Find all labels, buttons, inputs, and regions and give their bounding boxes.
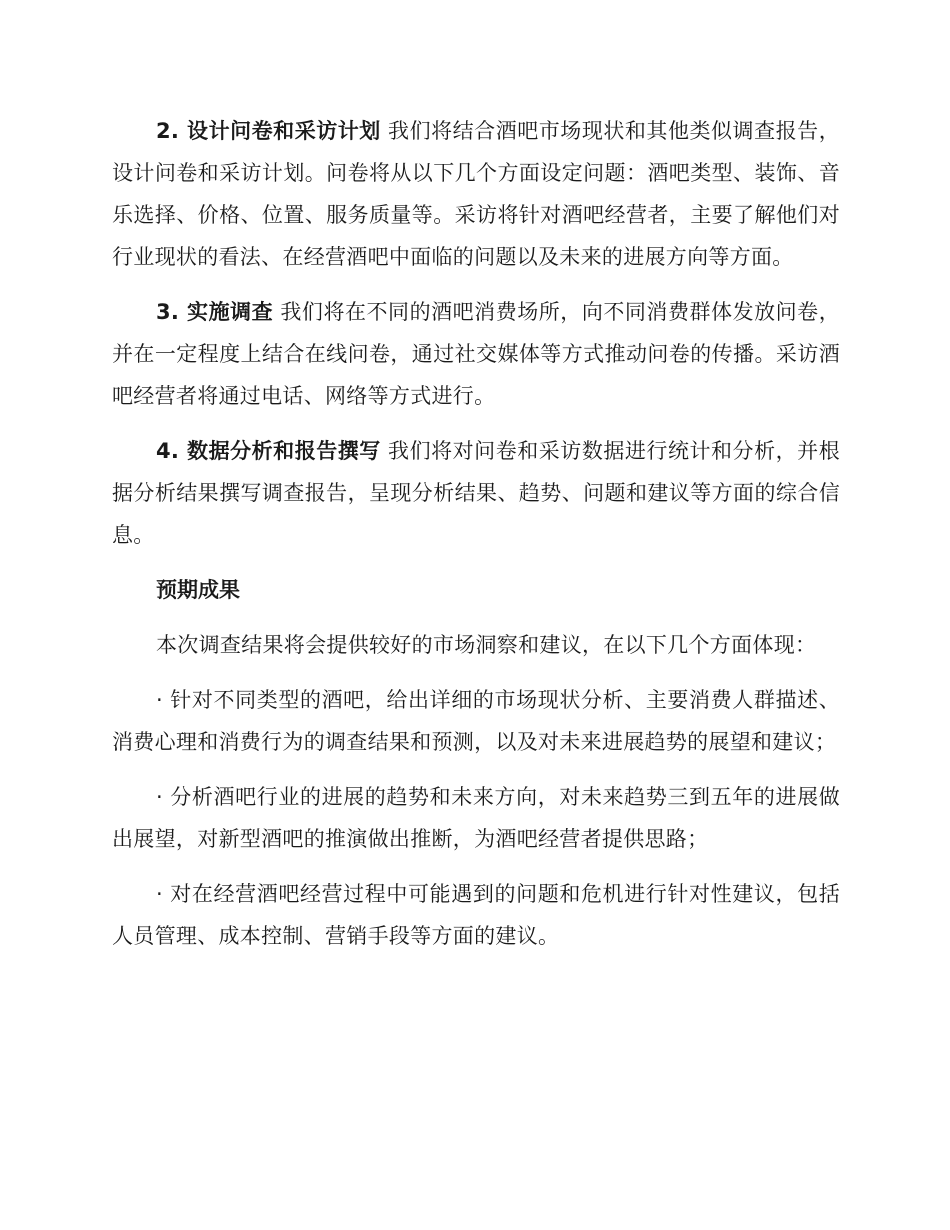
section-label: 2. 设计问卷和采访计划 [156,119,381,143]
section-label: 4. 数据分析和报告撰写 [156,439,381,463]
section-text: 我们将结合酒吧市场现状和其他类似调查报告，设计问卷和采访计划。问卷将从以下几个方面设定问题：酒吧类型、装饰、音乐选择、价格、位置、服务质量等。采访将针对酒吧经营者，主要了解他们对行业现状的看法、在经营酒吧中面临的问题以及未来的进展方向等方面。 [112,119,840,269]
document-page [112,110,840,970]
outcomes-heading: 预期成果 [156,578,240,602]
section-label: 3. 实施调查 [156,300,274,324]
section-text: 我们将在不同的酒吧消费场所，向不同消费群体发放问卷，并在一定程度上结合在线问卷，通过社交媒体等方式推动问卷的传播。采访酒吧经营者将通过电话、网络等方式进行。 [112,300,840,408]
section-conduct-survey [112,291,840,417]
outcome-bullet: · 分析酒吧行业的进展的趋势和未来方向，对未来趋势三到五年的进展做出展望，对新型酒吧的推演做出推断，为酒吧经营者提供思路； [112,785,840,851]
outcomes-intro: 本次调查结果将会提供较好的市场洞察和建议，在以下几个方面体现： [156,633,817,657]
outcome-bullet: · 对在经营酒吧经营过程中可能遇到的问题和危机进行针对性建议，包括人员管理、成本控制、营销手段等方面的建议。 [112,882,840,948]
section-text: 我们将对问卷和采访数据进行统计和分析，并根据分析结果撰写调查报告，呈现分析结果、趋势、问题和建议等方面的综合信息。 [112,439,840,547]
section-data-analysis [112,430,840,556]
section-design-questionnaire [112,110,840,278]
outcome-bullet: · 针对不同类型的酒吧，给出详细的市场现状分析、主要消费人群描述、消费心理和消费行为的调查结果和预测，以及对未来进展趋势的展望和建议； [112,688,840,754]
